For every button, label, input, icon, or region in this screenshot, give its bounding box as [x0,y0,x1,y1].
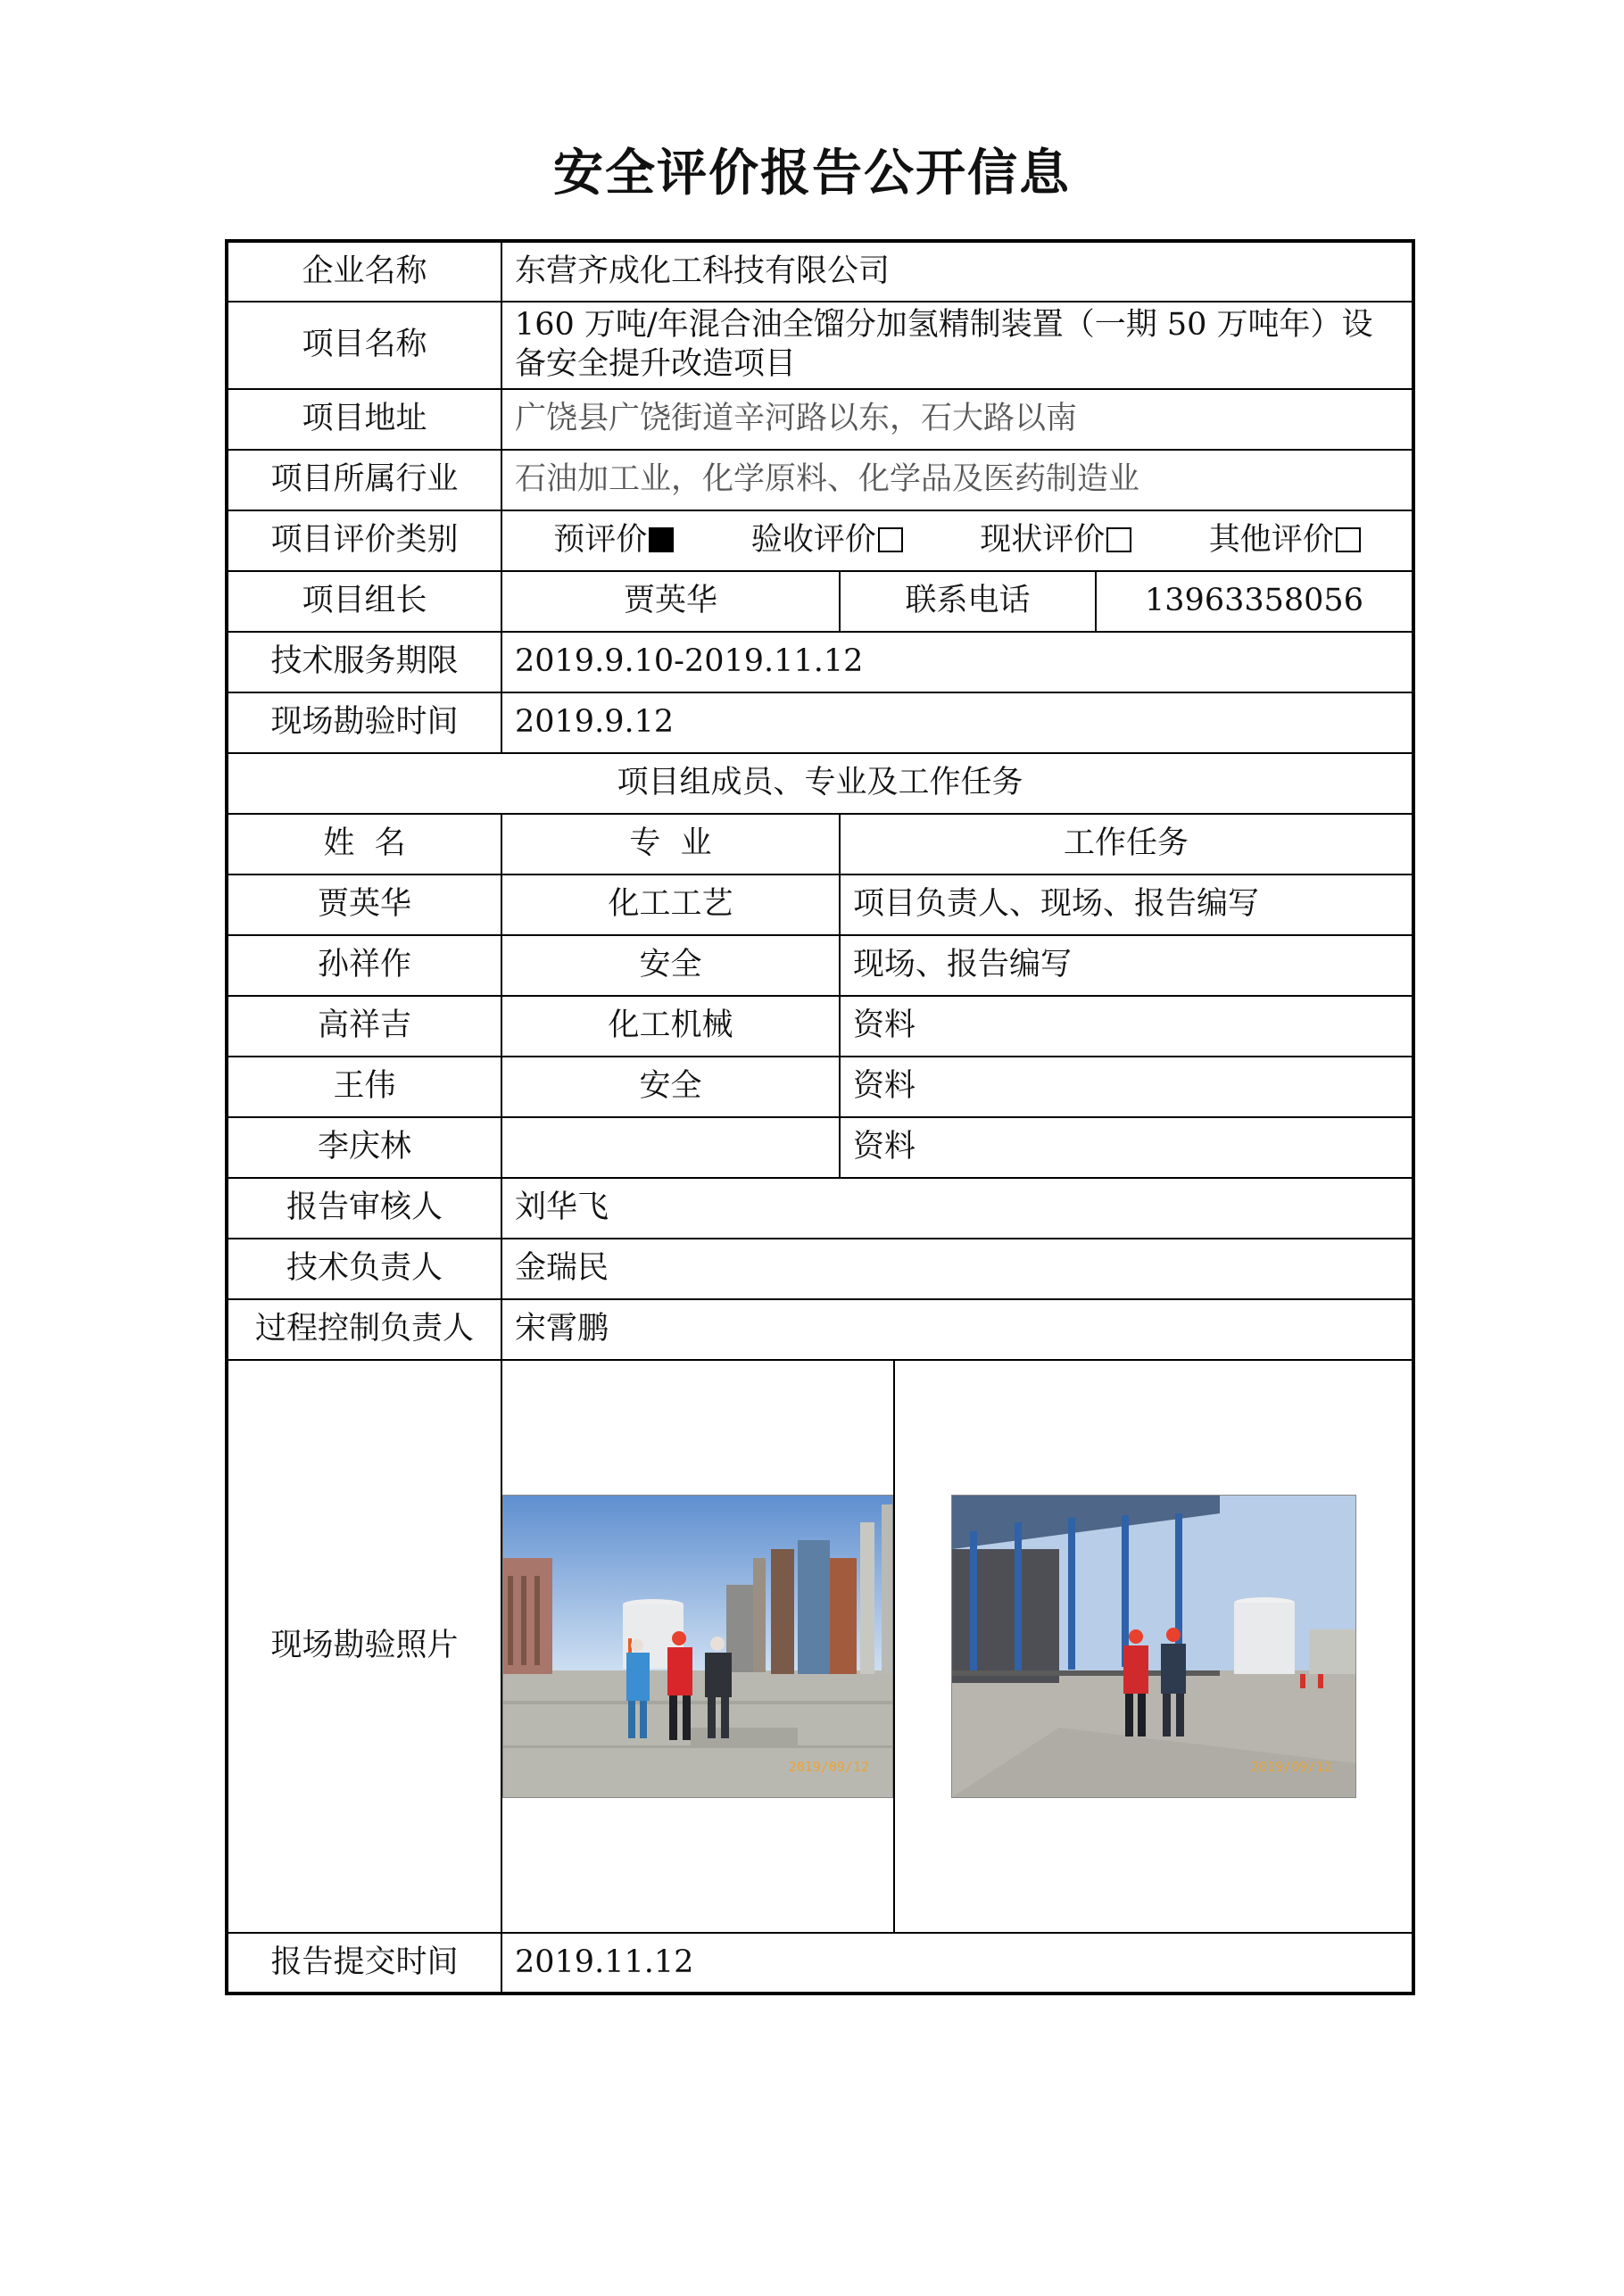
category-options [501,510,1413,571]
member-task: 项目负责人、现场、报告编写 [840,874,1413,935]
unchecked-box-icon [878,527,903,552]
table-row [227,935,1413,996]
row-members-section [227,753,1413,814]
reviewer-label: 报告审核人 [227,1178,501,1239]
submit-value: 2019.11.12 [501,1933,1413,1993]
photo-date-stamp: 2019/09/12 [788,1759,869,1776]
category-acceptance-eval [751,521,903,560]
unchecked-box-icon [1336,527,1361,552]
members-section-title: 项目组成员、专业及工作任务 [227,753,1413,814]
category-pre-eval-label: 预评价 [553,522,648,559]
site-photo-2-image [952,1496,1355,1797]
row-process-control [227,1299,1413,1360]
photo-cell-1 [501,1360,894,1933]
row-company [227,241,1413,302]
row-submit-time [227,1933,1413,1993]
category-label: 项目评价类别 [227,510,501,571]
member-name: 孙祥作 [227,935,501,996]
site-photo-2 [951,1495,1356,1798]
member-task: 资料 [840,996,1413,1057]
table-row [227,996,1413,1057]
table-row [227,1057,1413,1117]
member-major: 安全 [501,935,840,996]
tech-label: 技术负责人 [227,1239,501,1299]
row-service-period [227,632,1413,692]
survey-value: 2019.9.12 [501,692,1413,753]
photos-label: 现场勘验照片 [227,1360,501,1933]
row-category [227,510,1413,571]
site-photo-1-image [503,1496,893,1797]
project-label: 项目名称 [227,302,501,389]
project-value: 160 万吨/年混合油全馏分加氢精制装置（一期 50 万吨年）设备安全提升改造项目 [501,302,1413,389]
process-label: 过程控制负责人 [227,1299,501,1360]
member-name: 贾英华 [227,874,501,935]
industry-value: 石油加工业，化学原料、化学品及医药制造业 [501,450,1413,510]
reviewer-value: 刘华飞 [501,1178,1413,1239]
member-name: 高祥吉 [227,996,501,1057]
report-info-table [225,239,1415,1995]
table-row [227,1117,1413,1178]
col-task-header: 工作任务 [840,814,1413,874]
row-reviewer [227,1178,1413,1239]
member-major [501,1117,840,1178]
address-value: 广饶县广饶街道辛河路以东，石大路以南 [501,389,1413,450]
member-major: 安全 [501,1057,840,1117]
member-task: 资料 [840,1117,1413,1178]
service-label: 技术服务期限 [227,632,501,692]
row-industry [227,450,1413,510]
industry-label: 项目所属行业 [227,450,501,510]
company-label: 企业名称 [227,241,501,302]
phone-label: 联系电话 [840,571,1096,632]
photo-cell-2 [894,1360,1413,1933]
tech-value: 金瑞民 [501,1239,1413,1299]
col-major-header: 专 业 [501,814,840,874]
member-task: 现场、报告编写 [840,935,1413,996]
service-value: 2019.9.10-2019.11.12 [501,632,1413,692]
phone-value: 13963358056 [1096,571,1413,632]
member-name: 李庆林 [227,1117,501,1178]
leader-label: 项目组长 [227,571,501,632]
submit-label: 报告提交时间 [227,1933,501,1993]
site-photo-1 [502,1495,893,1798]
member-name: 王伟 [227,1057,501,1117]
member-task: 资料 [840,1057,1413,1117]
category-other-eval-label: 其他评价 [1208,522,1334,559]
member-major: 化工工艺 [501,874,840,935]
member-major: 化工机械 [501,996,840,1057]
unchecked-box-icon [1106,527,1131,552]
category-acceptance-eval-label: 验收评价 [750,522,876,559]
page-title: 安全评价报告公开信息 [553,145,1071,203]
company-value: 东营齐成化工科技有限公司 [501,241,1413,302]
row-tech-lead [227,1239,1413,1299]
members-header-row [227,814,1413,874]
category-status-eval-label: 现状评价 [980,522,1106,559]
leader-value: 贾英华 [501,571,840,632]
address-label: 项目地址 [227,389,501,450]
photo-date-stamp: 2019/09/12 [1251,1759,1332,1776]
process-value: 宋霄鹏 [501,1299,1413,1360]
row-photos [227,1360,1413,1933]
table-row [227,874,1413,935]
survey-label: 现场勘验时间 [227,692,501,753]
row-survey-time [227,692,1413,753]
row-leader [227,571,1413,632]
category-pre-eval [553,521,674,560]
category-status-eval [980,521,1131,560]
category-other-eval [1209,521,1361,560]
row-address [227,389,1413,450]
checked-box-icon [649,527,674,552]
row-project [227,302,1413,389]
col-name-header: 姓 名 [227,814,501,874]
